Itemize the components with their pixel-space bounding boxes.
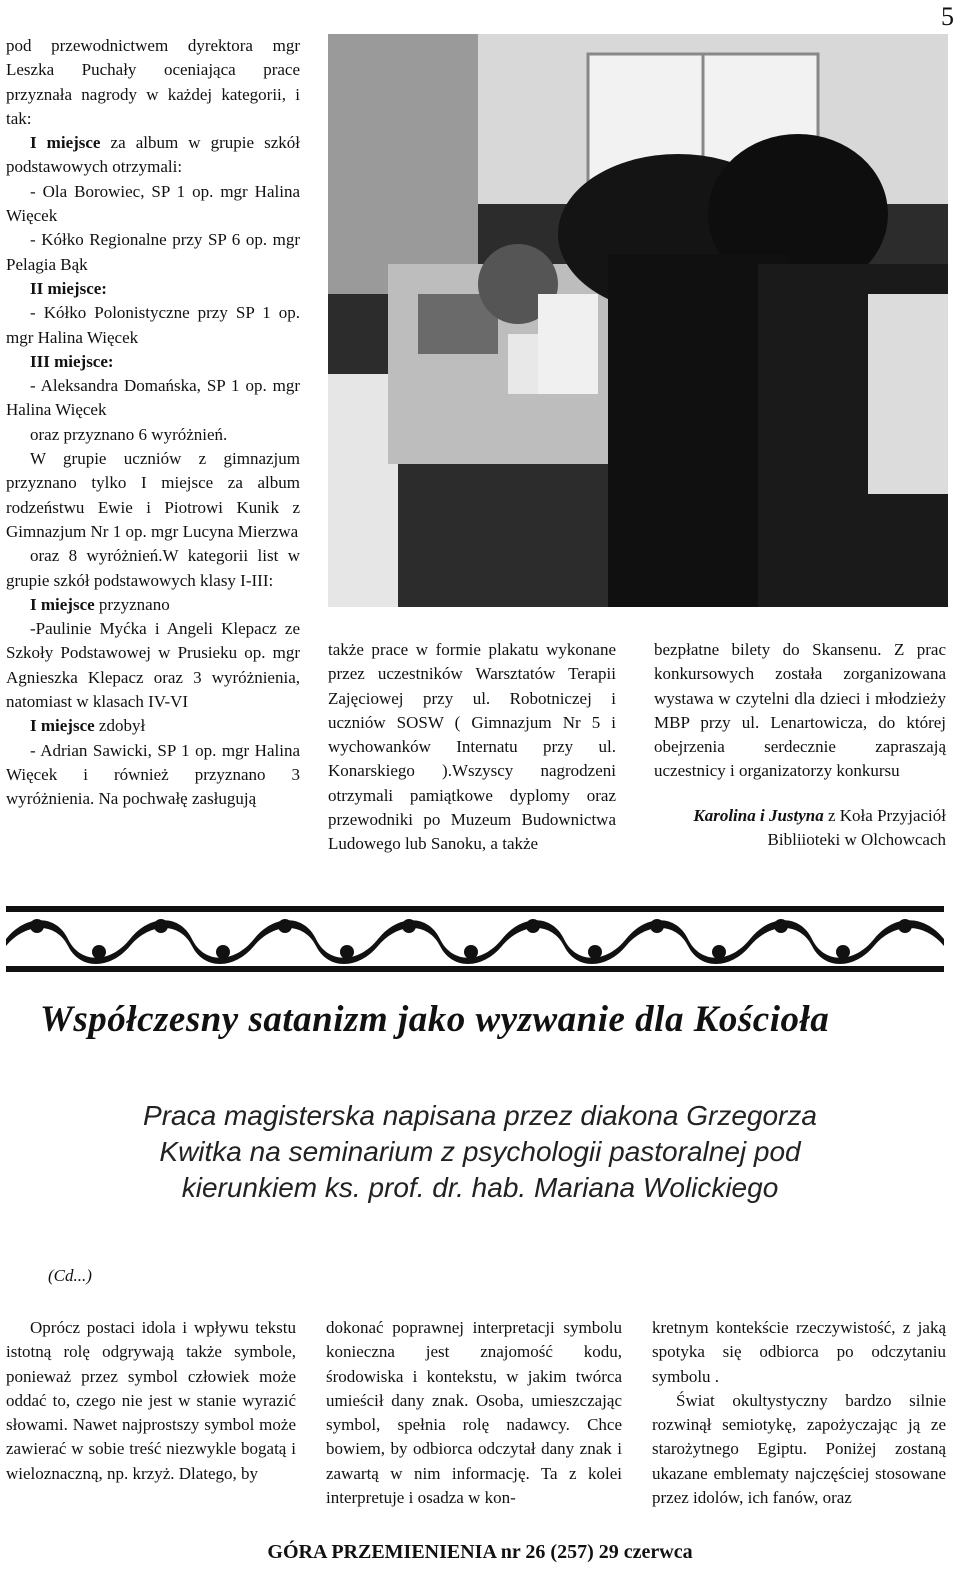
article-column-1 [6,34,300,812]
article-headline: Współczesny satanizm jako wyzwanie dla Kościoła [40,999,830,1040]
paragraph [6,593,300,617]
paragraph: -Paulinie Myćka i Angeli Klepacz ze Szkoły Podstawowej w Prusieku op. mgr Agnieszka Klepacz oraz 3 wyróżnienia, natomiast w klasach IV-VI [6,619,300,712]
bold-label: I miejsce [30,594,95,614]
text: za album w grupie szkół podstawowych otrzymali: [6,133,300,177]
ornament-svg [6,906,944,972]
article-subtitle: Praca magisterska napisana przez diakona Grzegorza Kwitka na seminarium z psychologii pastoralnej pod kierunkiem ks. prof. dr. hab. Mariana Wolickiego [143,1100,817,1203]
bottom-column-3 [652,1316,946,1510]
paragraph: - Kółko Polonistyczne przy SP 1 op. mgr Halina Więcek [6,303,300,347]
paragraph: Świat okultystyczny bardzo silnie rozwinął semiotykę, zapożyczając ją ze starożytnego Egiptu. Poniżej zostaną ukazane emblematy najczęściej stosowane przez idolów, ich fanów, oraz [652,1390,946,1508]
article-column-3 [654,638,946,852]
paragraph: pod przewodnictwem dyrektora mgr Leszka Puchały oceniająca prace przyznała nagrody w każdej kategorii, i tak: [6,36,300,128]
bottom-column-2 [326,1316,622,1510]
article-column-2 [328,638,616,857]
paragraph: także prace w formie plakatu wykonane przez uczestników Warsztatów Terapii Zajęciowej przy ul. Robotniczej i uczniów SOSW ( Gimnazjum Nr 5 i wychowanków Internatu przy ul. Konarskiego ).Wszyscy nagrodzeni otrzymali pamiątkowe dyplomy oraz przewodniki po Muzeum Budownictwa Ludowego lub Sanoku, a także [328,640,616,854]
bottom-column-1 [6,1316,296,1486]
paragraph: dokonać poprawnej interpretacji symbolu konieczna jest znajomość kodu, środowiska i kontekstu, w jakim twórca umieścił dany znak. Osoba, umieszczając symbol, spełnia rolę nadawcy. Chce bowiem, by odbiorca odczytał dany znak i zawartą w nim informację. Ta z kolei interpretuje i osadza w kon- [326,1318,622,1508]
paragraph [6,131,300,180]
page-footer: GÓRA PRZEMIENIENIA nr 26 (257) 29 czerwca [267,1541,693,1563]
bold-label: III miejsce: [30,351,114,371]
exhibition-photo [328,34,948,607]
paragraph: Oprócz postaci idola i wpływu tekstu istotną rolę odgrywają także symbole, ponieważ przez symbol człowiek może oddać to, czego nie jest w stanie wyrazić słowami. Nawet najprostszy symbol może zawierać w sobie treść niezwykle bogatą i wieloznaczną, np. krzyż. Dlatego, by [6,1318,296,1483]
paragraph: bezpłatne bilety do Skansenu. Z prac konkursowych została zorganizowana wystawa w czytelni dla dzieci i młodzieży MBP przy ul. Lenartowicza, do której obejrzenia serdecznie zapraszają uczestnicy i organizatorzy konkursu [654,640,946,781]
paragraph: - Adrian Sawicki, SP 1 op. mgr Halina Więcek i również przyznano 3 wyróżnienia. Na pochwałę zasługują [6,740,300,809]
bold-label: I miejsce [30,133,101,153]
paragraph [6,350,300,374]
signature [654,804,946,853]
paragraph: oraz 8 wyróżnień.W kategorii list w grupie szkół podstawowych klasy I-III: [6,546,300,590]
photo-illustration [328,34,948,607]
text: zdobył [94,716,146,736]
text: przyznano [94,594,170,614]
paragraph [6,277,300,301]
paragraph: W grupie uczniów z gimnazjum przyznano tylko I miejsce za album rodzeństwu Ewie i Piotrowi Kunik z Gimnazjum Nr 1 op. mgr Lucyna Mierzwa [6,449,300,541]
paragraph: oraz przyznano 6 wyróżnień. [30,424,228,444]
paragraph: kretnym kontekście rzeczywistość, z jaką spotyka się odbiorca po odczytaniu symbolu . [652,1318,946,1386]
bold-label: II miejsce: [30,278,107,298]
paragraph: - Kółko Regionalne przy SP 6 op. mgr Pelagia Bąk [6,230,300,274]
paragraph: - Ola Borowiec, SP 1 op. mgr Halina Więcek [6,181,300,226]
decorative-ornament-border [6,906,944,972]
page-number: 5 [941,2,954,31]
bold-label: I miejsce [30,716,95,736]
continued-marker: (Cd...) [48,1266,92,1285]
author-affiliation: z Koła Przyjaciół Bibliioteki w Olchowcach [767,805,946,850]
author-names: Karolina i Justyna [693,805,824,825]
paragraph: - Aleksandra Domańska, SP 1 op. mgr Halina Więcek [6,376,300,420]
paragraph [6,714,300,738]
